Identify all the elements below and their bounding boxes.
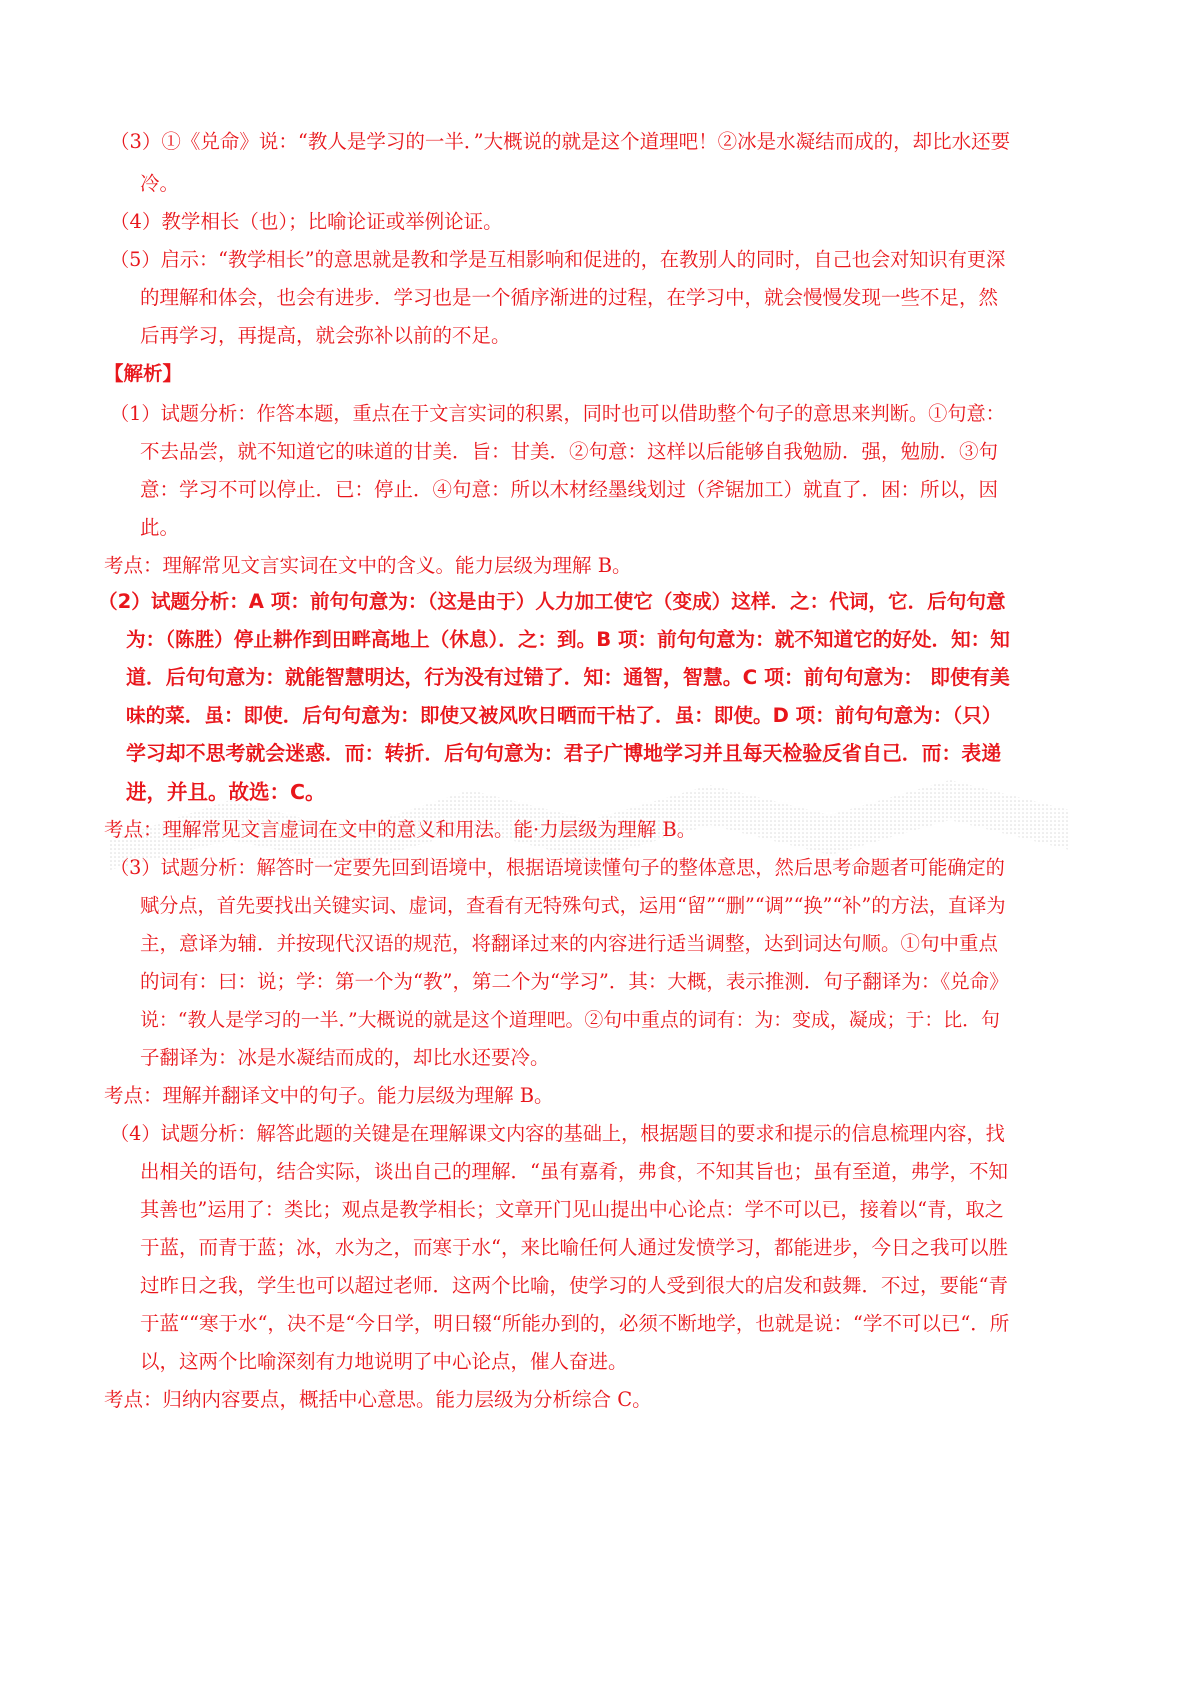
analysis-p4-line6: 于蓝““寒于水“，决不是“今日学，明日辍“所能办到的，必须不断地学，也就是说：“学不可以已“．所 bbox=[140, 1312, 1010, 1335]
analysis-p4-line4: 于蓝，而青于蓝；冰，水为之，而寒于水“，来比喻任何人通过发愤学习，都能进步，今日之我可以胜 bbox=[140, 1236, 1008, 1259]
analysis-p3-line5: 说：“教人是学习的一半．”大概说的就是这个道理吧。②句中重点的词有：为：变成，凝成；于：比．句 bbox=[140, 1009, 1000, 1031]
analysis-p2-line2: 为：（陈胜）停止耕作到田畔高地上（休息）．之：到。B 项：前句句意为：就不知道它的好处．知：知 bbox=[126, 628, 1010, 651]
analysis-p4-line3: 其善也”运用了：类比；观点是教学相长；文章开门见山提出中心论点：学不可以已，接着以“青，取之 bbox=[140, 1198, 1004, 1221]
analysis-p4-line2: 出相关的语句，结合实际，谈出自己的理解．“虽有嘉肴，弗食，不知其旨也；虽有至道，弗学，不知 bbox=[140, 1160, 1008, 1183]
analysis-p1-line3: 意：学习不可以停止．已：停止．④句意：所以木材经墨线划过（斧锯加工）就直了．困：所以，因 bbox=[140, 478, 999, 501]
analysis-p4-line7: 以，这两个比喻深刻有力地说明了中心论点，催人奋进。 bbox=[140, 1350, 628, 1373]
analysis-p2-line4: 味的菜．虽：即使．后句句意为：即使又被风吹日晒而干枯了．虽：即使。D 项：前句句意为：（只） bbox=[126, 704, 1002, 727]
analysis-p3-line1: （3）试题分析：解答时一定要先回到语境中，根据语境读懂句子的整体意思，然后思考命题者可能确定的 bbox=[110, 856, 1005, 879]
answer-q5-line1: （5）启示：“教学相长”的意思就是教和学是互相影响和促进的，在教别人的同时，自己也会对知识有更深 bbox=[110, 248, 1006, 271]
analysis-p1-line1: （1）试题分析：作答本题，重点在于文言实词的积累，同时也可以借助整个句子的意思来判断。①句意： bbox=[110, 402, 1005, 425]
analysis-p2-line3: 道．后句句意为：就能智慧明达，行为没有过错了．知：通智，智慧。C 项：前句句意为： 即使有美 bbox=[126, 666, 1010, 689]
analysis-p3-line4: 的词有：曰：说；学：第一个为“教”，第二个为“学习”．其：大概，表示推测．句子翻译为：《兑命》 bbox=[140, 970, 1009, 993]
answer-q5-line3: 后再学习，再提高，就会弥补以前的不足。 bbox=[140, 324, 511, 347]
analysis-p1-line4: 此。 bbox=[140, 516, 180, 539]
analysis-p2-line5: 学习却不思考就会迷惑．而：转折．后句句意为：君子广博地学习并且每天检验反省自己．而：表递 bbox=[126, 742, 1002, 765]
answer-q4: （4）教学相长（也）；比喻论证或举例论证。 bbox=[110, 210, 503, 233]
analysis-p4-line5: 过昨日之我，学生也可以超过老师．这两个比喻，使学习的人受到很大的启发和鼓舞．不过，要能“青 bbox=[140, 1274, 1008, 1297]
analysis-p4-line1: （4）试题分析：解答此题的关键是在理解课文内容的基础上，根据题目的要求和提示的信息梳理内容，找 bbox=[110, 1122, 1005, 1145]
analysis-p4-kaodian: 考点：归纳内容要点，概括中心意思。能力层级为分析综合 C。 bbox=[104, 1388, 652, 1411]
analysis-p2-line1: （2）试题分析：A 项：前句句意为：（这是由于）人力加工使它（变成）这样．之：代词，它．后句句意 bbox=[98, 590, 1006, 613]
analysis-heading: 【解析】 bbox=[104, 362, 183, 385]
analysis-p3-line2: 赋分点，首先要找出关键实词、虚词，查看有无特殊句式，运用“留”“删”“调”“换”“补”的方法，直译为 bbox=[140, 894, 1006, 917]
analysis-p3-kaodian: 考点：理解并翻译文中的句子。能力层级为理解 B。 bbox=[104, 1084, 554, 1107]
answer-q5-line2: 的理解和体会，也会有进步．学习也是一个循序渐进的过程，在学习中，就会慢慢发现一些不足，然 bbox=[140, 286, 999, 309]
answer-q3-line2: 冷。 bbox=[140, 172, 180, 195]
analysis-p3-line6: 子翻译为：冰是水凝结而成的，却比水还要冷。 bbox=[140, 1046, 550, 1069]
analysis-p3-line3: 主，意译为辅．并按现代汉语的规范，将翻译过来的内容进行适当调整，达到词达句顺。①句中重点 bbox=[140, 932, 999, 955]
answer-q3-line1: （3）①《兑命》说：“教人是学习的一半．”大概说的就是这个道理吧！②冰是水凝结而成的，却比水还要 bbox=[110, 130, 1011, 153]
analysis-p1-line2: 不去品尝，就不知道它的味道的甘美．旨：甘美．②句意：这样以后能够自我勉励．强，勉励．③句 bbox=[140, 440, 999, 463]
analysis-p2-kaodian: 考点：理解常见文言虚词在文中的意义和用法。能·力层级为理解 B。 bbox=[104, 818, 697, 841]
analysis-p2-line6: 进，并且。故选：C。 bbox=[126, 780, 326, 804]
analysis-p1-kaodian: 考点：理解常见文言实词在文中的含义。能力层级为理解 B。 bbox=[104, 554, 632, 577]
